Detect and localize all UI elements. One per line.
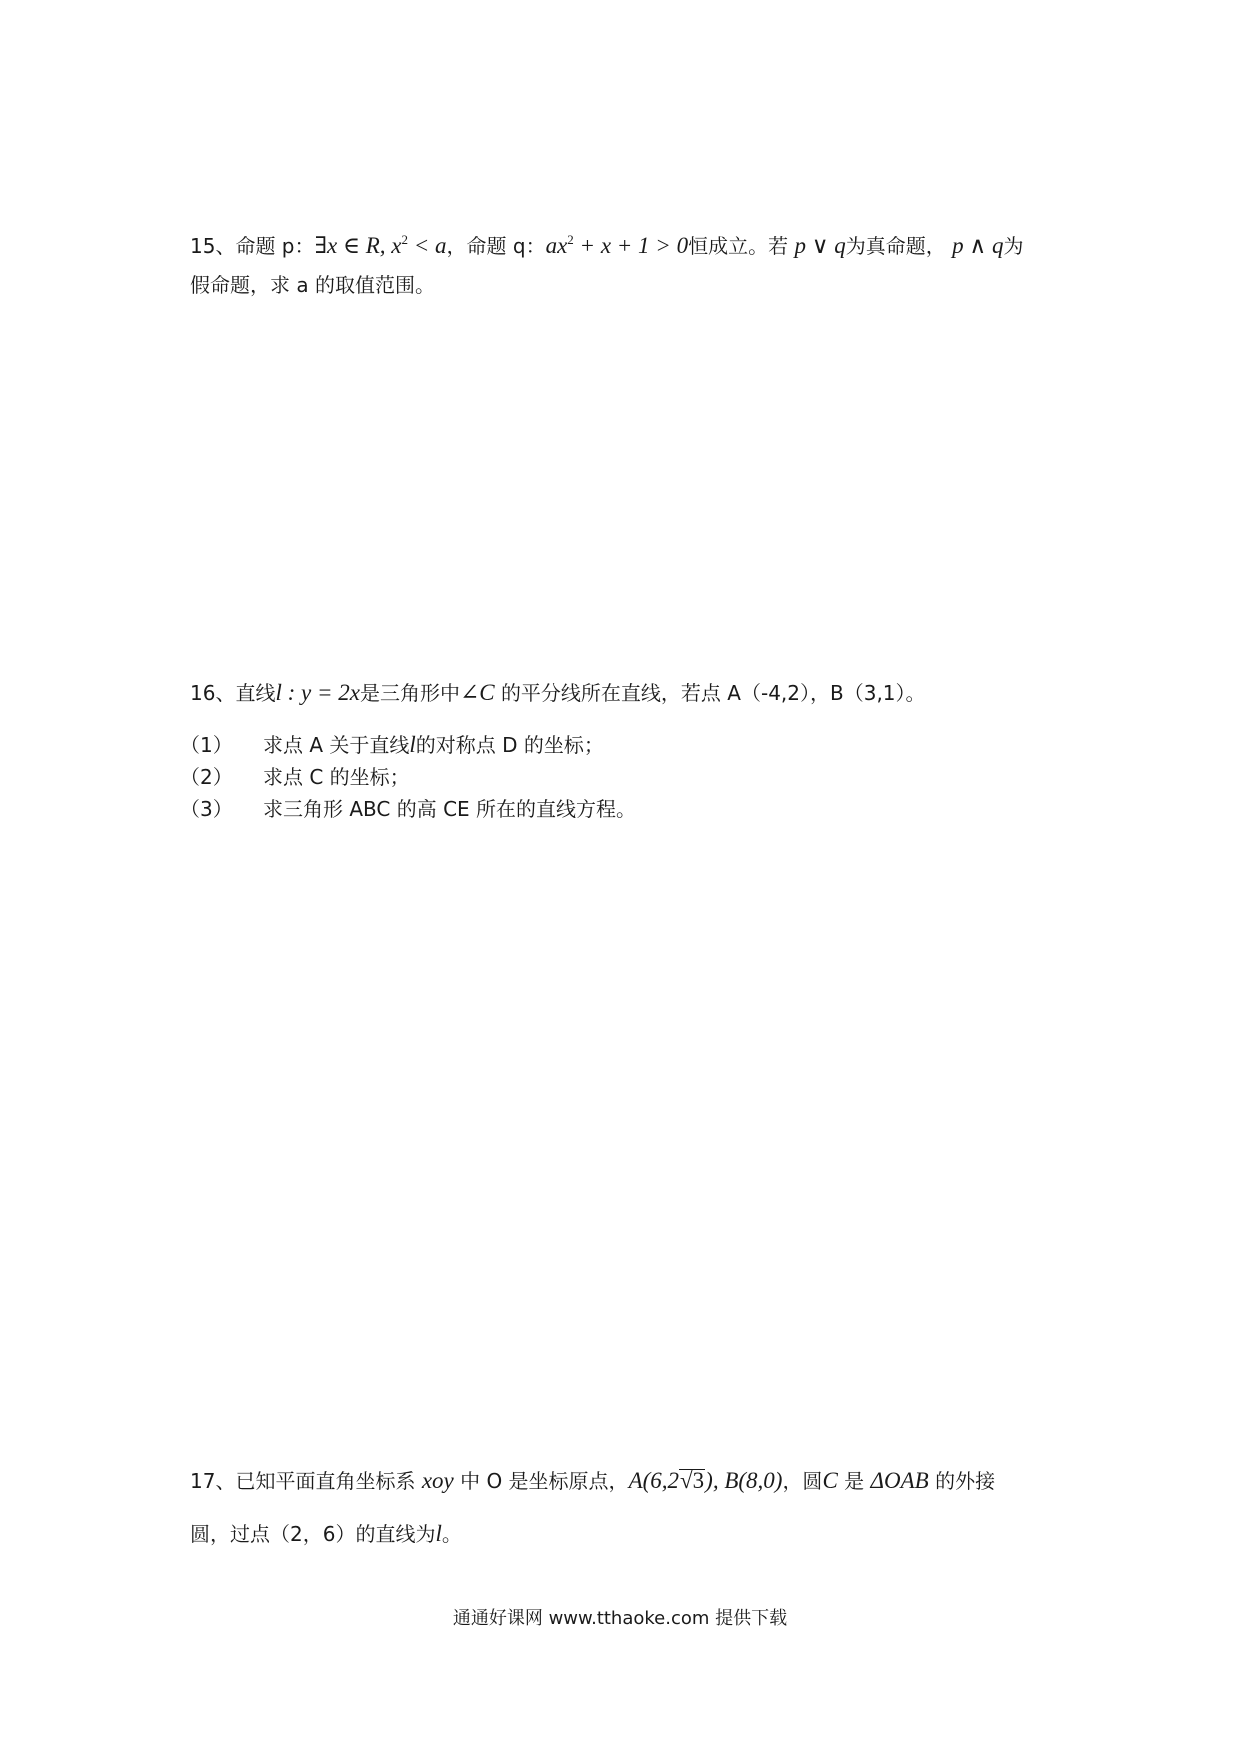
q15-math-1a: ∃x ∈ R, x (314, 233, 402, 258)
q16-subitem-1-number: （1） (180, 733, 233, 757)
q17-math-3: C (822, 1468, 838, 1493)
q15-math-2b: + x + 1 > 0 (573, 233, 689, 258)
q15-line-2: 假命题，求 a 的取值范围。 (190, 273, 435, 297)
q15-text-1: 命题 p： (235, 234, 315, 258)
q17-text-1: 已知平面直角坐标系 (235, 1469, 416, 1493)
q17-math-2 (629, 1468, 783, 1493)
q15-text-4: 为真命题， (845, 234, 946, 258)
q16-math-2: ∠C (459, 680, 495, 705)
q17-text-2: 中 O 是坐标原点， (460, 1469, 629, 1493)
q15-math-1 (315, 233, 447, 258)
q15-line-1 (190, 225, 1023, 261)
q17-number: 17、 (190, 1469, 236, 1493)
q16-subitem-3 (180, 794, 636, 824)
q15-number: 15、 (190, 234, 236, 258)
sqrt-icon: √3 (680, 1468, 705, 1493)
q15-text-5: 为 (1003, 234, 1024, 258)
q16-number: 16、 (190, 681, 236, 705)
q15-math-1-sup: 2 (401, 232, 408, 247)
q15-math-2-sup: 2 (567, 232, 574, 247)
q16-subitem-3-text: 求三角形 ABC 的高 CE 所在的直线方程。 (263, 797, 637, 821)
q17-math-4: ΔOAB (870, 1468, 929, 1493)
q15-math-1b: < a (407, 233, 447, 258)
q16-line-1 (190, 678, 926, 708)
q17-text-3: ，圆 (782, 1469, 823, 1493)
q17-line-2-text-post: 。 (441, 1522, 462, 1546)
q16-subitem-3-number: （3） (180, 797, 233, 821)
q17-math-2-sqrt-arg: 3 (692, 1468, 705, 1493)
footer-watermark: 通通好课网 www.tthaoke.com 提供下载 (452, 1608, 788, 1629)
q16-subitem-1-text-post: 的对称点 D 的坐标； (415, 733, 604, 757)
q16-subitem-2-number: （2） (180, 765, 233, 789)
q16-text-2: 是三角形中 (359, 681, 460, 705)
q15-text-2: ，命题 q： (446, 234, 546, 258)
q17-line-2-text-pre: 圆，过点（2，6）的直线为 (190, 1522, 436, 1546)
q17-math-2a: A(6,2 (628, 1468, 680, 1493)
q16-subitem-2-text: 求点 C 的坐标； (263, 765, 410, 789)
q15-math-2 (546, 233, 689, 258)
q16-subitem-2 (180, 762, 410, 792)
q16-subitem-1-math: l (409, 732, 416, 757)
q17-text-5: 的外接 (935, 1469, 996, 1493)
q15-text-3: 恒成立。若 (688, 234, 789, 258)
q17-line-1 (190, 1466, 995, 1496)
q15-math-3: p ∨ q (794, 233, 846, 258)
q17-line-2-math: l (435, 1521, 442, 1546)
q16-subitem-1-text-pre: 求点 A 关于直线 (263, 733, 410, 757)
q17-math-1: xoy (421, 1468, 454, 1493)
q16-text-1: 直线 (235, 681, 276, 705)
q16-text-3: 的平分线所在直线，若点 A（-4,2），B（3,1）。 (500, 681, 926, 705)
q15-math-4: p ∧ q (952, 233, 1004, 258)
q17-math-2b: ), B(8,0) (705, 1468, 783, 1493)
q16-subitem-1 (180, 730, 604, 760)
q15-math-2a: ax (545, 233, 568, 258)
q17-line-2 (190, 1519, 462, 1549)
q16-math-1: l : y = 2x (275, 680, 360, 705)
q17-text-4: 是 (844, 1469, 865, 1493)
